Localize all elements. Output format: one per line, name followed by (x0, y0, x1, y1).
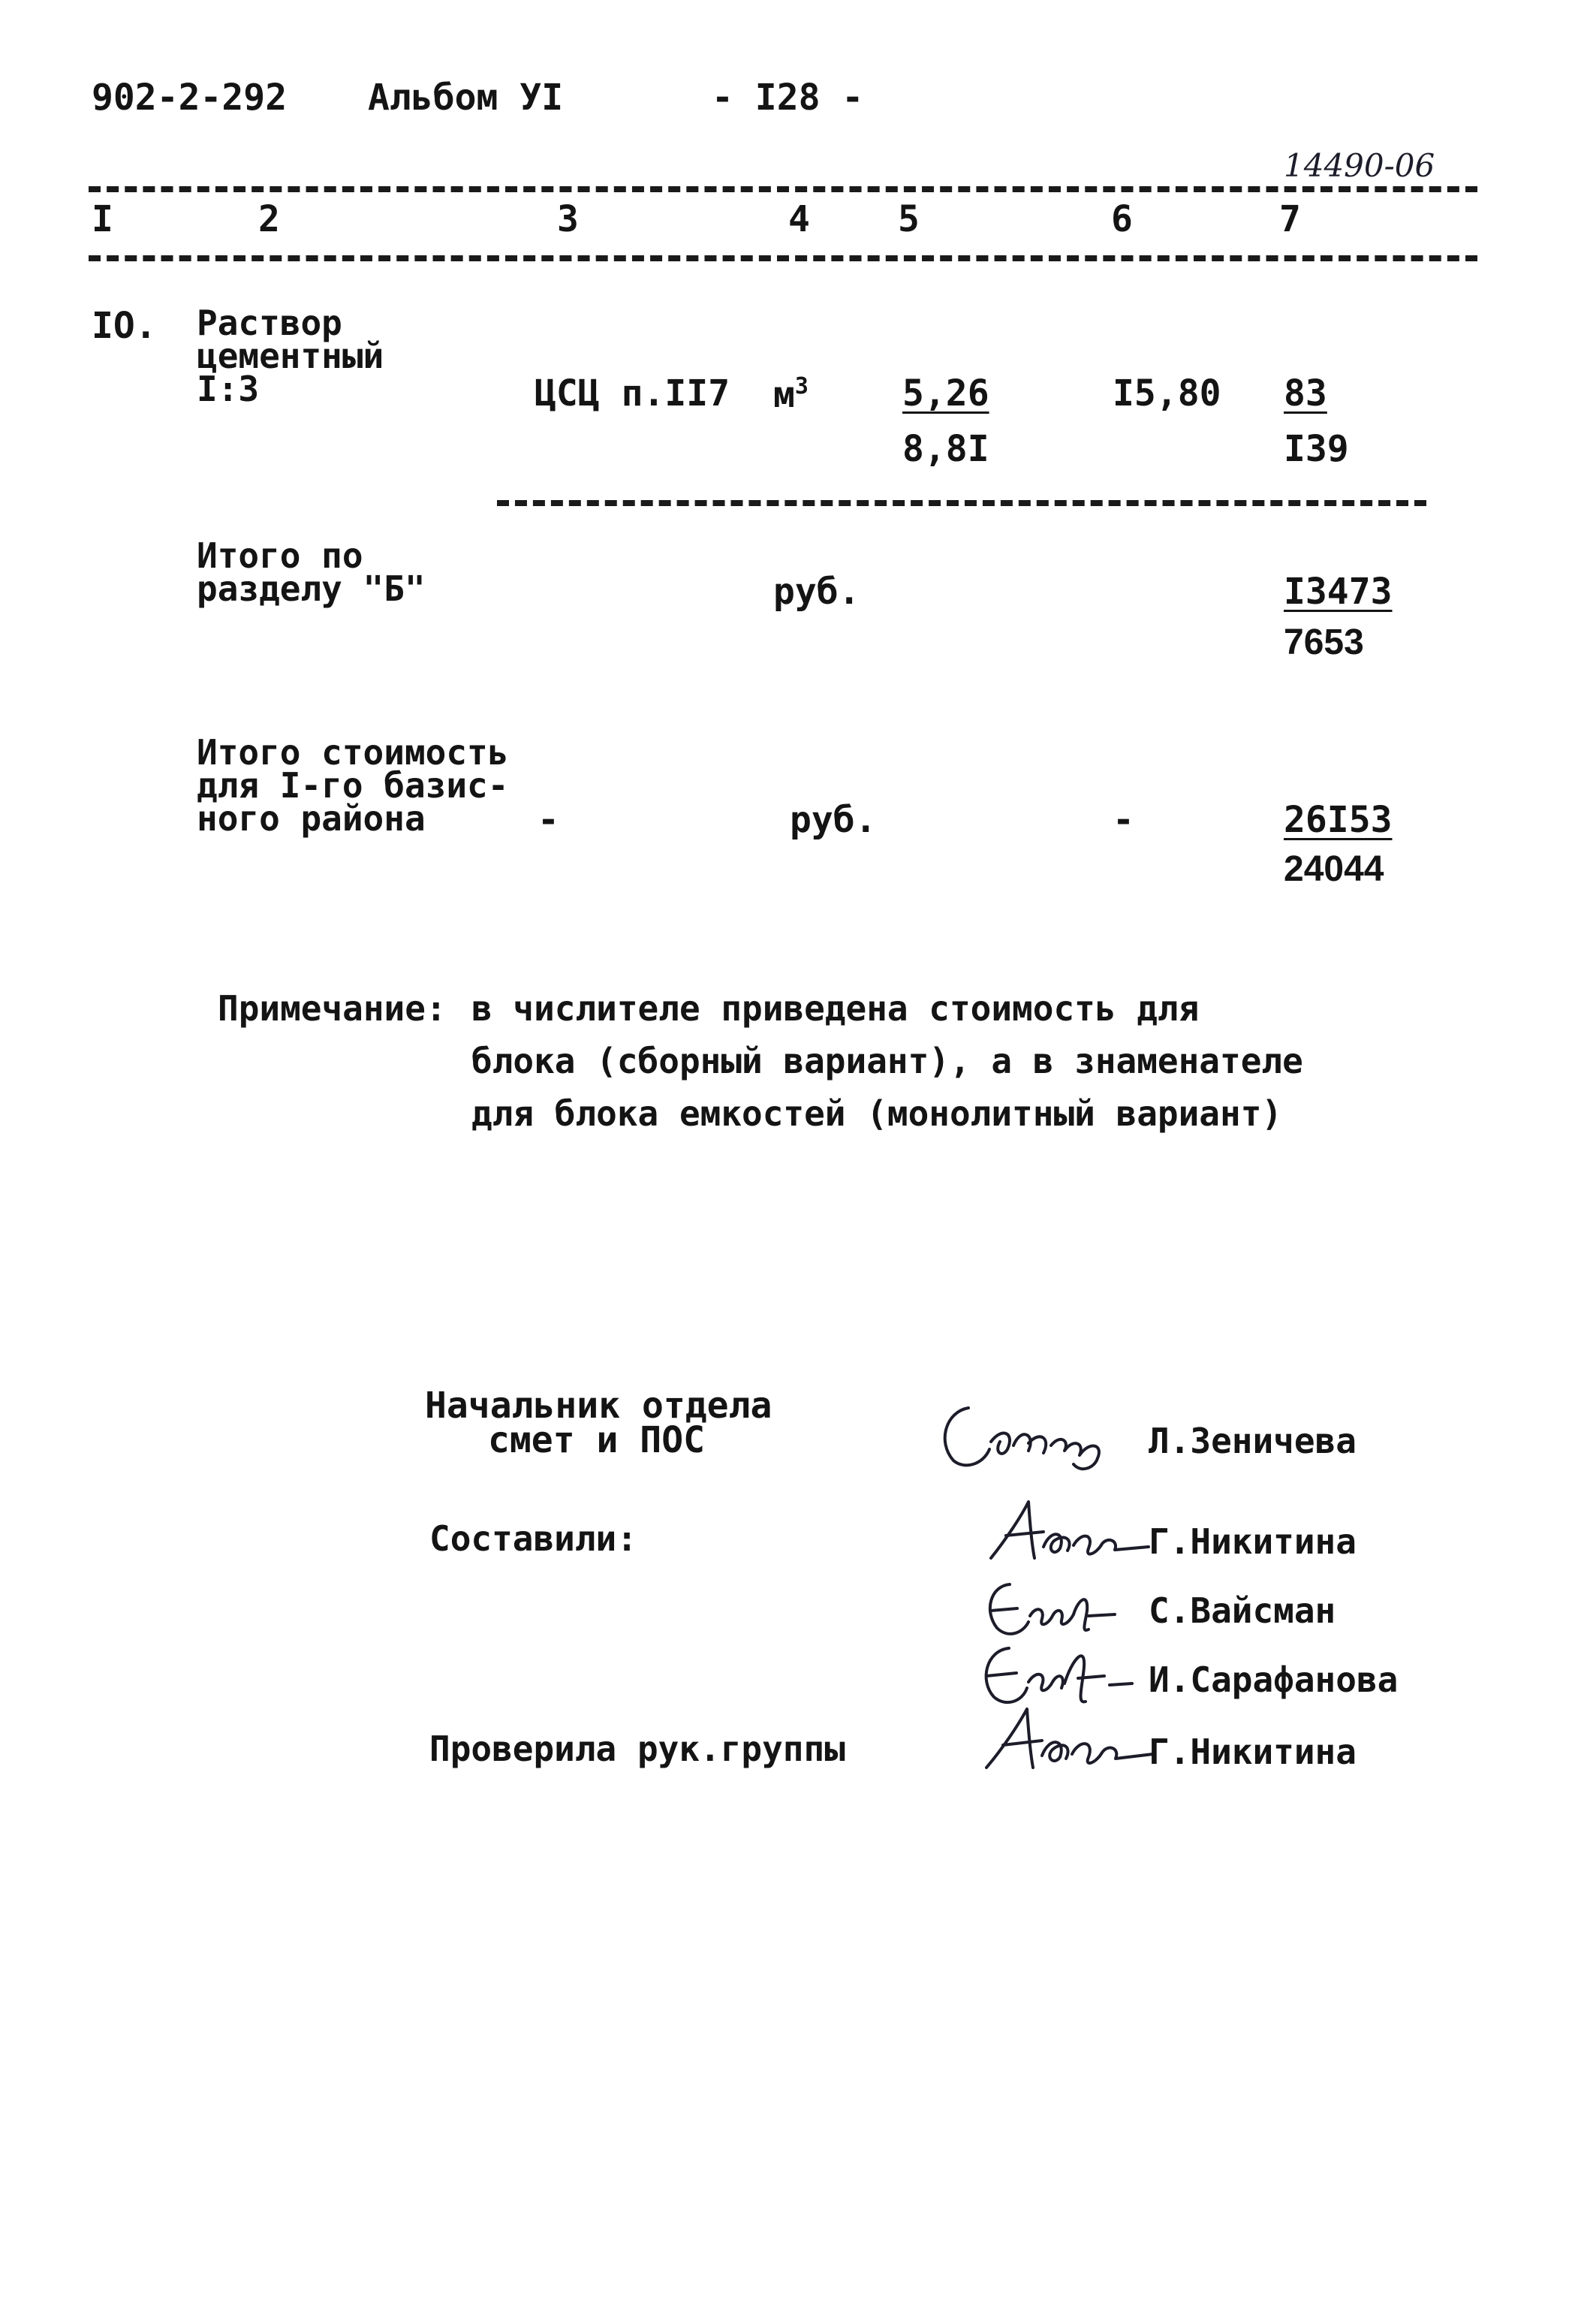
head-name: Л.Зеничева (1149, 1421, 1357, 1461)
row10-name-line-2: цементный (197, 336, 384, 376)
row10-name-line-1: Раствор (197, 303, 342, 343)
checked-name: Г.Никитина (1149, 1732, 1357, 1772)
row10-price: I5,80 (1113, 372, 1221, 414)
row10-basis: ЦСЦ п.II7 (535, 372, 730, 414)
col-header-5: 5 (898, 198, 920, 240)
row10-name-line-3: I:3 (197, 369, 260, 409)
note-line-1: в числителе приведена стоимость для (471, 988, 1200, 1029)
total-numerator: 26I53 (1284, 799, 1393, 841)
album-label: Альбом УI (368, 77, 564, 119)
table-header-rule (89, 255, 1477, 261)
total-denominator: 24044 (1284, 849, 1384, 889)
signature-sarafanova (973, 1637, 1138, 1712)
row10-qty-numerator: 5,26 (902, 372, 989, 414)
inventory-number: 14490-06 (1284, 147, 1435, 184)
compiled-name-2: С.Вайсман (1149, 1590, 1336, 1631)
note-label: Примечание: (218, 988, 447, 1029)
total-label-line-2: для I-го базис- (197, 765, 509, 806)
total-label-line-1: Итого стоимость (197, 732, 509, 773)
signature-vaisman (976, 1569, 1126, 1644)
signature-nikitina (976, 1494, 1156, 1569)
col-header-7: 7 (1279, 198, 1301, 240)
row10-unit-sup: 3 (794, 373, 809, 399)
row10-cost-denominator: I39 (1284, 428, 1349, 470)
compiled-label: Составили: (429, 1518, 637, 1559)
row10-cost-numerator: 83 (1284, 372, 1327, 414)
doc-code: 902-2-292 (92, 77, 288, 119)
head-title-line-2: смет и ПОС (488, 1419, 705, 1461)
total-price: - (1113, 799, 1134, 841)
total-label-line-3: ного района (197, 798, 426, 839)
compiled-name-3: И.Сарафанова (1149, 1659, 1399, 1700)
col-header-6: 6 (1111, 198, 1133, 240)
head-title-line-1: Начальник отдела (425, 1385, 772, 1427)
col-header-1: I (92, 198, 113, 240)
checked-label: Проверила рук.группы (429, 1729, 845, 1769)
subtotal-b-denominator: 7653 (1284, 622, 1364, 662)
page-number: - I28 - (712, 77, 864, 119)
total-unit: руб. (790, 799, 877, 841)
col-header-3: 3 (557, 198, 579, 240)
row10-qty-denominator: 8,8I (902, 428, 989, 470)
total-basis: - (538, 799, 559, 841)
subtotal-b-label-line-2: разделу "Б" (197, 568, 426, 609)
subtotal-b-unit: руб. (773, 571, 860, 613)
note-line-2: блока (сборный вариант), а в знаменателе (471, 1041, 1303, 1081)
compiled-name-1: Г.Никитина (1149, 1521, 1357, 1562)
col-header-2: 2 (258, 198, 280, 240)
row10-number: IO. (92, 305, 157, 347)
col-header-4: 4 (788, 198, 810, 240)
row10-unit (773, 373, 809, 416)
subtotal-b-label-line-1: Итого по (197, 535, 363, 576)
subtotal-separator (497, 500, 1426, 506)
table-top-rule (89, 186, 1477, 192)
row10-unit-text: м (773, 374, 795, 416)
note-line-3: для блока емкостей (монолитный вариант) (471, 1093, 1283, 1134)
signature-zenicheva (931, 1397, 1126, 1479)
signature-nikitina-check (973, 1702, 1161, 1777)
subtotal-b-numerator: I3473 (1284, 571, 1393, 613)
